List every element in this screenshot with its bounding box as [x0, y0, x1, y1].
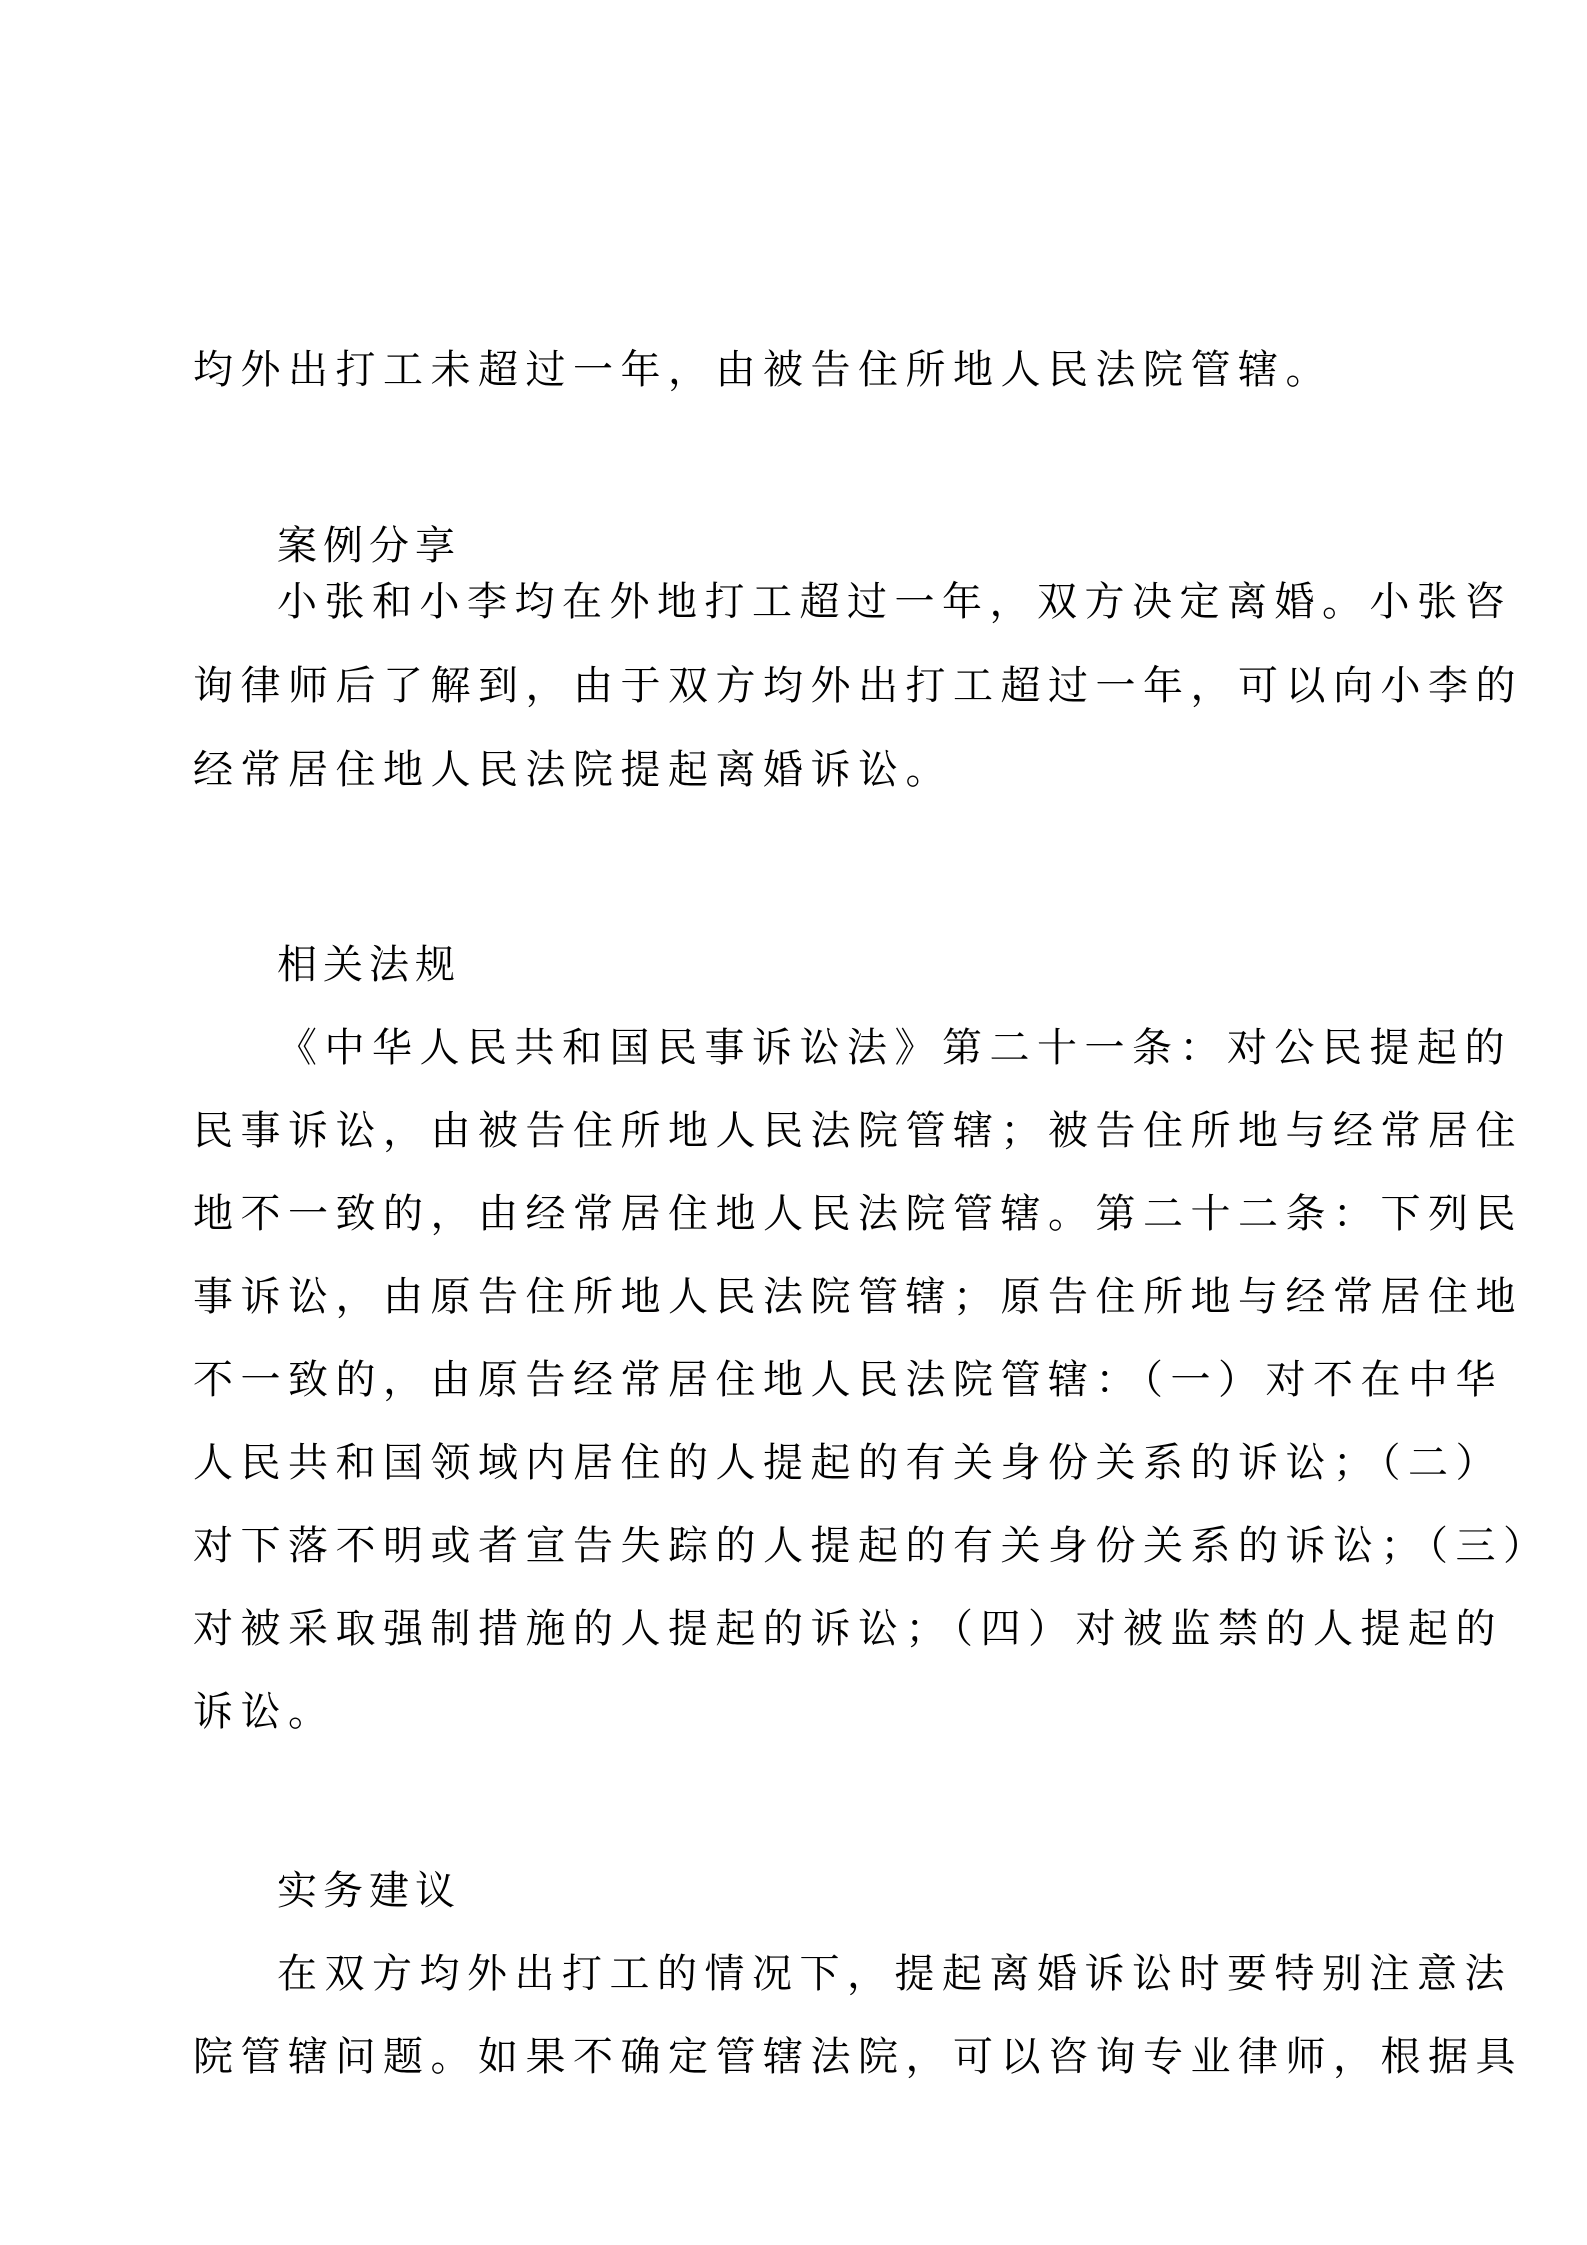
paragraph-line: 小张和小李均在外地打工超过一年，双方决定离婚。小张咨 [277, 579, 1512, 625]
paragraph-line: 人民共和国领域内居住的人提起的有关身份关系的诉讼；（二） [193, 1440, 1503, 1486]
paragraph-line: 院管辖问题。如果不确定管辖法院，可以咨询专业律师，根据具 [193, 2034, 1523, 2080]
paragraph-line: 事诉讼，由原告住所地人民法院管辖；原告住所地与经常居住地 [193, 1274, 1523, 1320]
paragraph-line: 经常居住地人民法院提起离婚诉讼。 [193, 747, 953, 793]
paragraph-line: 地不一致的，由经常居住地人民法院管辖。第二十二条：下列民 [193, 1191, 1523, 1237]
section-heading-practical-advice: 实务建议 [277, 1868, 461, 1914]
paragraph-line: 民事诉讼，由被告住所地人民法院管辖；被告住所地与经常居住 [193, 1108, 1523, 1154]
section-heading-case-study: 案例分享 [277, 523, 461, 569]
paragraph-line: 在双方均外出打工的情况下，提起离婚诉讼时要特别注意法 [277, 1951, 1512, 1997]
paragraph-line: 诉讼。 [193, 1689, 336, 1735]
paragraph-line: 不一致的，由原告经常居住地人民法院管辖：（一）对不在中华 [193, 1357, 1503, 1403]
section-heading-related-regulations: 相关法规 [277, 942, 461, 988]
paragraph-line: 均外出打工未超过一年，由被告住所地人民法院管辖。 [193, 347, 1333, 393]
paragraph-line: 询律师后了解到，由于双方均外出打工超过一年，可以向小李的 [193, 663, 1523, 709]
paragraph-line: 对下落不明或者宣告失踪的人提起的有关身份关系的诉讼；（三） [193, 1523, 1551, 1569]
paragraph-line: 《中华人民共和国民事诉讼法》第二十一条：对公民提起的 [277, 1025, 1512, 1071]
paragraph-line: 对被采取强制措施的人提起的诉讼；（四）对被监禁的人提起的 [193, 1606, 1503, 1652]
